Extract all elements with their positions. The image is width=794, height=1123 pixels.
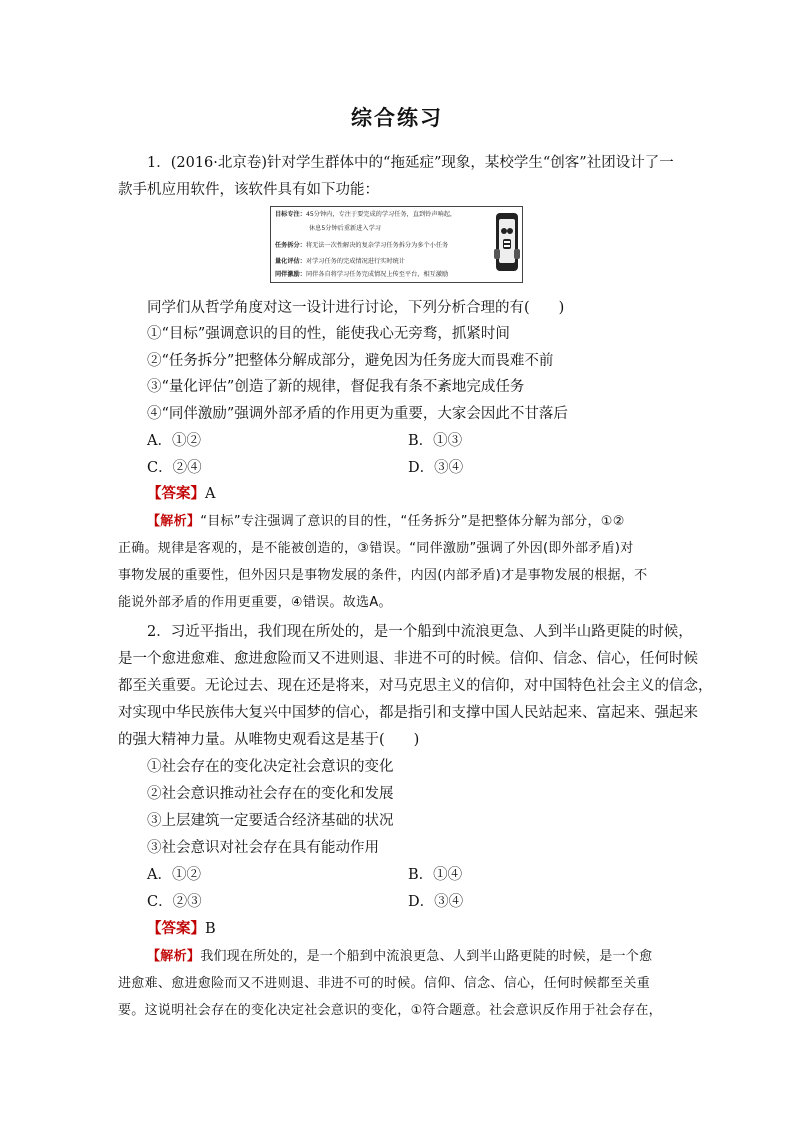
q1-answer [147, 484, 707, 504]
q1-question: 同学们从哲学角度对这一设计进行讨论，下列分析合理的有( ) [147, 300, 565, 316]
q1-analysis-line: 正确。规律是客观的，是不能被创造的，③错误。“同伴激励”强调了外因(即外部矛盾)对 [118, 541, 634, 556]
q2-statement: ②社会意识推动社会存在的变化和发展 [147, 786, 394, 802]
q1-statement: ③“量化评估”创造了新的规律，督促我有条不紊地完成任务 [147, 379, 525, 395]
phone-cartoon-icon [494, 211, 520, 273]
q1-statement: ①“目标”强调意识的目的性，能使我心无旁骛，抓紧时间 [147, 326, 510, 342]
answer-value: A [205, 486, 216, 502]
q1-option-a: A．①② [147, 433, 201, 449]
q2-option-b: B．①④ [408, 867, 463, 883]
q2-analysis-line: 【解析】我们现在所处的，是一个船到中流浪更急、人到半山路更陡的时候，是一个愈 [147, 949, 653, 964]
q1-option-d: D．③④ [408, 460, 464, 476]
q2-stem-line: 的强大精神力量。从唯物史观看这是基于( ) [118, 732, 420, 748]
page-title: 综合练习 [351, 105, 443, 130]
q2-stem-line: 是一个愈进愈难、愈进愈险而又不进则退、非进不可的时候。信仰、信念、信心，任何时候 [118, 651, 698, 667]
q1-analysis-line: 【解析】“目标”专注强调了意识的目的性，“任务拆分”是把整体分解为部分，①② [147, 514, 625, 529]
answer-label: 【答案】 [147, 920, 205, 937]
q2-analysis-line: 进愈难、愈进愈险而又不进则退、非进不可的时候。信仰、信念、信心，任何时候都至关重 [118, 976, 651, 991]
app-feature-row: 任务拆分：将无法一次性解决的复杂学习任务拆分为多个小任务 [275, 242, 449, 249]
app-features-figure [270, 206, 523, 283]
app-feature-row: 目标专注：45分钟内，专注于要完成的学习任务，直到铃声响起， [275, 211, 457, 218]
q1-analysis-line: 事物发展的重要性，但外因只是事物发展的条件，内因(内部矛盾)才是事物发展的根据，不 [118, 568, 648, 583]
app-feature-row: 同伴激励：同伴各自将学习任务完成情况上传至平台，相互激励 [275, 271, 449, 278]
q1-option-b: B．①③ [408, 433, 463, 449]
q1-stem-line-2: 款手机应用软件，该软件具有如下功能： [118, 182, 379, 198]
q2-option-d: D．③④ [408, 894, 464, 910]
app-feature-row: 量化评估：对学习任务的完成情况进行实时统计 [275, 258, 405, 265]
q2-statement: ③社会意识对社会存在具有能动作用 [147, 840, 379, 856]
q2-stem-line: 都至关重要。无论过去、现在还是将来，对马克思主义的信仰，对中国特色社会主义的信念， [118, 678, 713, 694]
q2-option-a: A．①② [147, 867, 201, 883]
q1-statement: ④“同伴激励”强调外部矛盾的作用更为重要，大家会因此不甘落后 [147, 406, 568, 422]
q1-stem-line-1: 1．(2016·北京卷)针对学生群体中的“拖延症”现象，某校学生“创客”社团设计了一 [147, 155, 674, 171]
q2-stem-line: 2．习近平指出，我们现在所处的，是一个船到中流浪更急、人到半山路更陡的时候， [147, 624, 693, 640]
q1-option-c: C．②④ [147, 460, 202, 476]
q1-statement: ②“任务拆分”把整体分解成部分，避免因为任务庞大而畏难不前 [147, 353, 554, 369]
answer-value: B [205, 921, 216, 937]
answer-label: 【答案】 [147, 485, 205, 502]
q2-statement: ③上层建筑一定要适合经济基础的状况 [147, 813, 394, 829]
analysis-label: 【解析】 [147, 514, 201, 529]
app-feature-row: 休息5分钟后重新进入学习 [309, 225, 381, 232]
q1-analysis-line: 能说外部矛盾的作用更重要，④错误。故选A。 [118, 595, 392, 610]
q2-analysis-line: 要。这说明社会存在的变化决定社会意识的变化，①符合题意。社会意识反作用于社会存在， [118, 1003, 662, 1018]
analysis-label: 【解析】 [147, 949, 201, 964]
q2-stem-line: 对实现中华民族伟大复兴中国梦的信心，都是指引和支撑中国人民站起来、富起来、强起来 [118, 705, 698, 721]
q2-answer [147, 919, 707, 939]
q2-statement: ①社会存在的变化决定社会意识的变化 [147, 759, 394, 775]
q2-option-c: C．②③ [147, 894, 202, 910]
